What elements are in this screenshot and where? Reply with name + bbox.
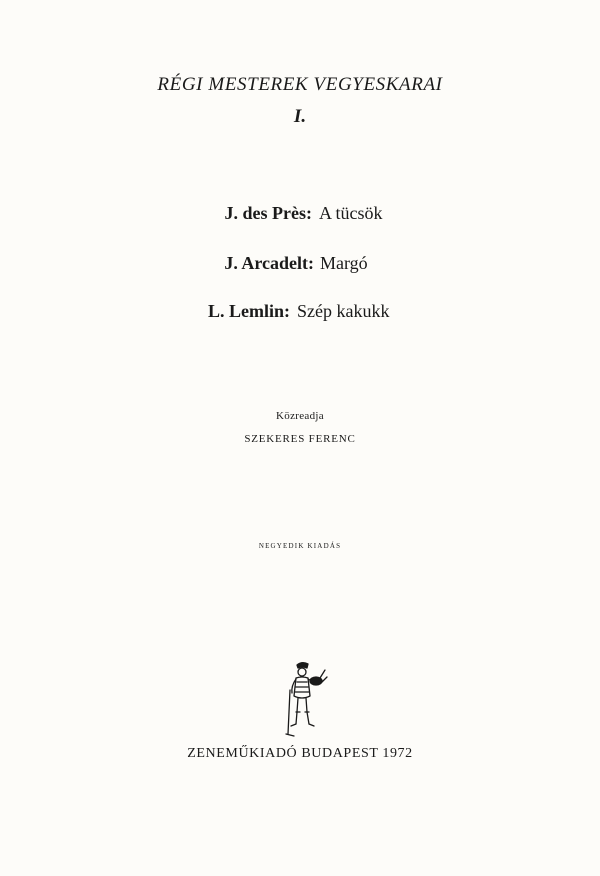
work-entry: [0, 301, 600, 327]
work-title: A tücsök: [319, 203, 383, 223]
series-title: RÉGI MESTEREK VEGYESKARAI: [157, 74, 443, 95]
editor-label: Közreadja: [276, 410, 324, 422]
series-number: I.: [293, 106, 307, 127]
composer-name: L. Lemlin:: [207, 301, 290, 321]
work-entry: [0, 253, 600, 279]
publisher-line: ZENEMŰKIADÓ BUDAPEST 1972: [187, 746, 413, 761]
work-title: Margó: [320, 253, 368, 273]
composer-name: J. Arcadelt:: [224, 253, 314, 273]
publisher-figure-logo: [280, 660, 328, 740]
work-title: Szép kakukk: [297, 301, 390, 321]
edition-note: NEGYEDIK KIADÁS: [258, 542, 342, 550]
work-entry: [0, 203, 600, 229]
composer-name: J. des Près:: [224, 203, 312, 223]
editor-name: SZEKERES FERENC: [244, 433, 356, 445]
